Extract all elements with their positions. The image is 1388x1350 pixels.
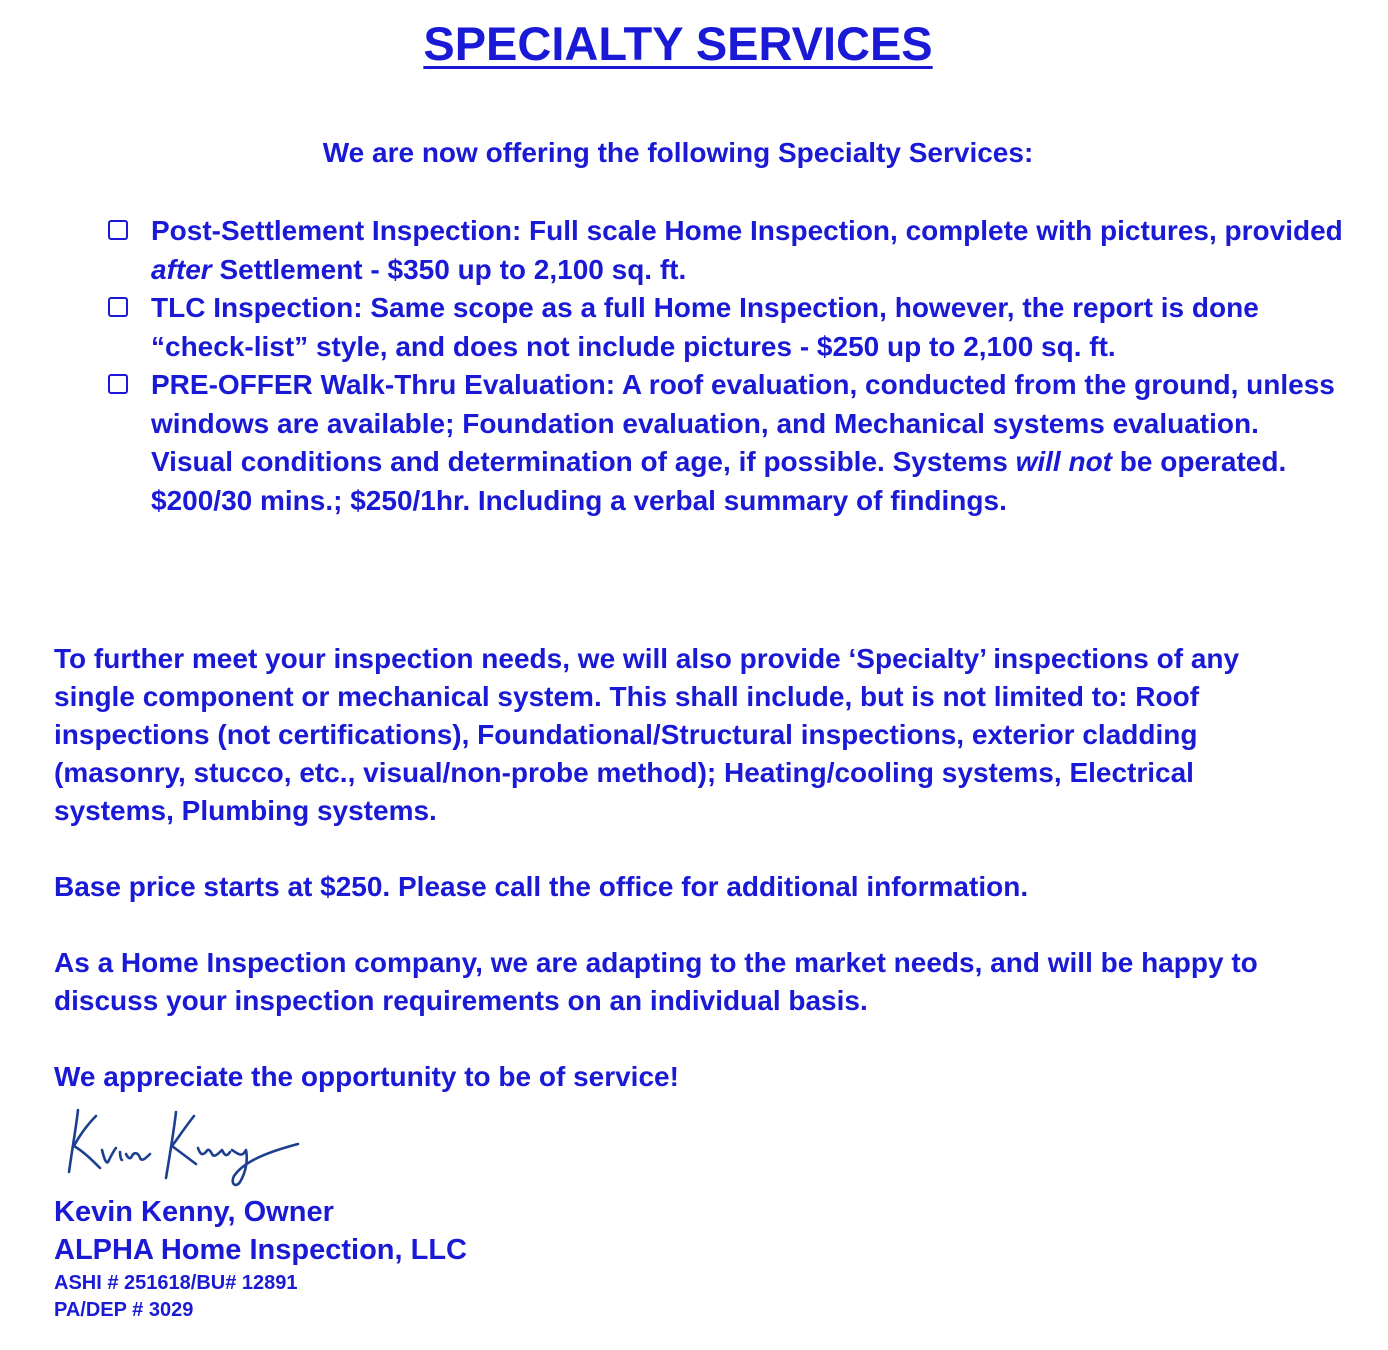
credential-padep: PA/DEP # 3029 [54,1299,194,1321]
service-text: Post-Settlement Inspection: Full scale Home Inspection, complete with pictures, provided [151,215,1343,246]
specialty-paragraph: To further meet your inspection needs, we will also provide ‘Specialty’ inspections of any single component or mechanical system. This shall include, but is not limited to: Roof inspections (not certifications), Foundational/Structural inspections, exterior cladding (masonry, stucco, etc., visual/non-probe method); Heating/cooling systems, Electrical systems, Plumbing systems. [54,643,1240,826]
services-list [106,212,1346,520]
page-title: SPECIALTY SERVICES [423,17,933,70]
service-emphasis: will not [1015,446,1112,477]
company-name: ALPHA Home Inspection, LLC [54,1234,467,1266]
credential-ashi: ASHI # 251618/BU# 12891 [54,1272,298,1294]
base-price-paragraph: Base price starts at $250. Please call the office for additional information. [54,871,1029,902]
handwritten-signature [60,1098,310,1188]
service-item-pre-offer [106,366,1346,520]
checkbox-icon[interactable] [108,297,128,317]
intro-text: We are now offering the following Specialty Services: [322,137,1034,168]
adapting-paragraph: As a Home Inspection company, we are adapting to the market needs, and will be happy to discuss your inspection requirements on an individual basis. [54,947,1258,1016]
service-emphasis: after [151,253,212,285]
service-text-end: Settlement - $350 up to 2,100 sq. ft. [211,253,687,285]
service-text: PRE-OFFER Walk-Thru Evaluation: A roof evaluation, conducted from the ground, unless windows are available; Foundation evaluation, and Mechanical systems evaluation. Visual conditions and determination of age, if possible. Systems [151,369,1335,477]
service-text: TLC Inspection: Same scope as a full Home Inspection, however, the report is done “check-list” style, and does not include pictures - $250 up to 2,100 sq. ft. [151,292,1259,362]
appreciate-paragraph: We appreciate the opportunity to be of service! [54,1061,679,1092]
signer-name: Kevin Kenny, Owner [54,1196,334,1228]
checkbox-icon[interactable] [108,374,128,394]
service-item-post-settlement [106,212,1346,289]
service-text-end: be operated. $200/30 mins.; $250/1hr. Including a verbal summary of findings. [151,446,1287,516]
checkbox-icon[interactable] [108,220,128,240]
service-item-tlc [106,289,1346,366]
